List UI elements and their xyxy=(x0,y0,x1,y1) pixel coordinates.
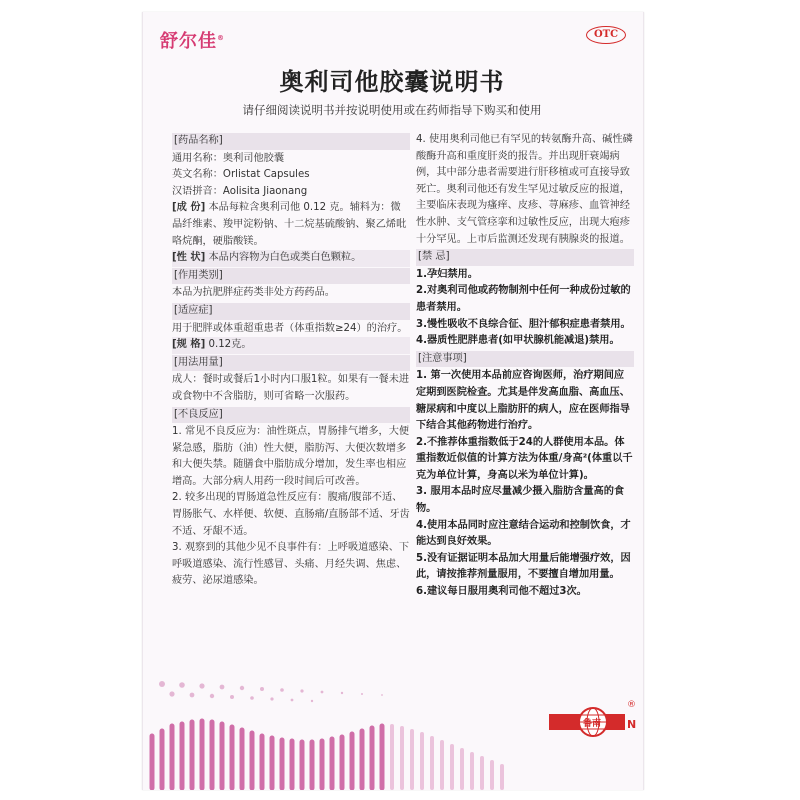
section-heading-indication: [适应症] xyxy=(172,303,410,320)
page-title: 奥利司他胶囊说明书 xyxy=(279,68,505,96)
spec-text: 0.12克。 xyxy=(208,339,252,351)
section-heading-contraindications: [禁 忌] xyxy=(416,249,634,266)
note-item: 1. 第一次使用本品前应咨询医师，治疗期间应定期到医院检查。尤其是伴发高血脂、高血压、糖尿病和中度以上脂肪肝的病人，应在医师指导下结合其他药物进行治疗。 xyxy=(416,370,630,432)
section-heading-category: [作用类别] xyxy=(172,268,410,285)
contra-item: 3.慢性吸收不良综合征、胆汁郁积症患者禁用。 xyxy=(416,318,631,330)
note-item: 2.不推荐体重指数低于24的人群使用本品。体重指数近似值的计算方法为体重/身高²(体重以千克为单位计算，身高以米为单位计算)。 xyxy=(416,436,633,481)
contra-item: 2.对奥利司他或药物制剂中任何一种成份过敏的患者禁用。 xyxy=(416,285,631,313)
section-heading-drug-name: [药品名称] xyxy=(172,133,410,150)
property-text: 本品内容物为白色或类白色颗粒。 xyxy=(208,252,362,264)
ingredients-label: [成 份] xyxy=(172,202,206,214)
note-item: 5.没有证据证明本品加大用量后能增强疗效，因此，请按推荐剂量服用，不要擅自增加用量。 xyxy=(416,552,631,581)
common-name: 通用名称：奥利司他胶囊 xyxy=(172,152,285,164)
logo-text: 鲁南 xyxy=(583,719,602,729)
usage-text: 成人：餐时或餐后1小时内口服1粒。如果有一餐未进或食物中不含脂肪，则可省略一次服药。 xyxy=(172,374,410,402)
note-item: 3. 服用本品时应尽量减少摄入脂肪含量高的食物。 xyxy=(416,486,625,515)
ingredients xyxy=(172,200,410,250)
contra-item: 4.器质性肥胖患者(如甲状腺机能减退)禁用。 xyxy=(416,335,620,347)
logo-registered-mark: ® xyxy=(627,700,636,710)
category-text: 本品为抗肥胖症药类非处方药药品。 xyxy=(172,287,335,299)
spec-label: [规 格] xyxy=(172,339,206,351)
contra-item: 1.孕妇禁用。 xyxy=(416,268,478,280)
adverse-item: 2. 较多出现的胃肠道急性反应有：腹痛/腹部不适、胃肠胀气、水样便、软便、直肠痛/直肠部不适、牙齿不适、牙龈不适。 xyxy=(172,492,410,537)
english-name: 英文名称：Orlistat Capsules xyxy=(172,169,310,181)
section-heading-precautions: [注意事项] xyxy=(416,351,634,368)
section-heading-usage: [用法用量] xyxy=(172,355,410,372)
otc-badge: OTC xyxy=(586,26,626,44)
ingredients-text: 本品每粒含奥利司他 0.12 克。辅料为：微晶纤维素、羧甲淀粉钠、十二烷基硫酸钠、聚乙烯吡咯烷酮，硬脂酸镁。 xyxy=(172,202,407,247)
indication-text: 用于肥胖或体重超重患者（体重指数≥24）的治疗。 xyxy=(172,322,408,334)
section-heading-adverse: [不良反应] xyxy=(172,407,410,424)
company-logo xyxy=(547,700,639,740)
note-item: 4.使用本品同时应注意结合运动和控制饮食，才能达到良好效果。 xyxy=(416,519,631,548)
adverse-item: 4. 使用奥利司他已有罕见的转氨酶升高、碱性磷酸酶升高和重度肝炎的报告。并出现肝衰竭病例，其中部分患者需要进行肝移植或可直接导致死亡。奥利司他还有发生罕见过敏反应的报道，主要临床表现为瘙痒、皮疹、荨麻疹、血管神经性水肿、支气管痉挛和过敏性反应，出现大疱疹十分罕见。上市后监测还发现有胰腺炎的报道。 xyxy=(416,134,633,245)
left-column xyxy=(172,132,410,590)
note-item: 6.建议每日服用奥利司他不超过3次。 xyxy=(416,586,587,598)
spec xyxy=(172,337,410,354)
adverse-item: 1. 常见不良反应为：油性斑点，胃肠排气增多，大便紧急感，脂肪（油）性大便，脂肪泻、大便次数增多和大便失禁。随膳食中脂肪成分增加，发生率也相应增高。大部分病人用药一段时间后可改善。 xyxy=(172,426,410,487)
property xyxy=(172,250,410,267)
right-column xyxy=(416,132,634,601)
page-subtitle: 请仔细阅读说明书并按说明使用或在药师指导下购买和使用 xyxy=(242,103,542,117)
brand-logo: 舒尔佳® xyxy=(160,31,225,52)
pinyin-name: 汉语拼音：Aolisita Jiaonang xyxy=(172,185,308,197)
property-label: [性 状] xyxy=(172,252,206,264)
adverse-item: 3. 观察到的其他少见不良事件有：上呼吸道感染、下呼吸道感染、流行性感冒、头痛、月经失调、焦虑、疲劳、泌尿道感染。 xyxy=(172,542,410,587)
svg-text:N: N xyxy=(627,718,637,731)
